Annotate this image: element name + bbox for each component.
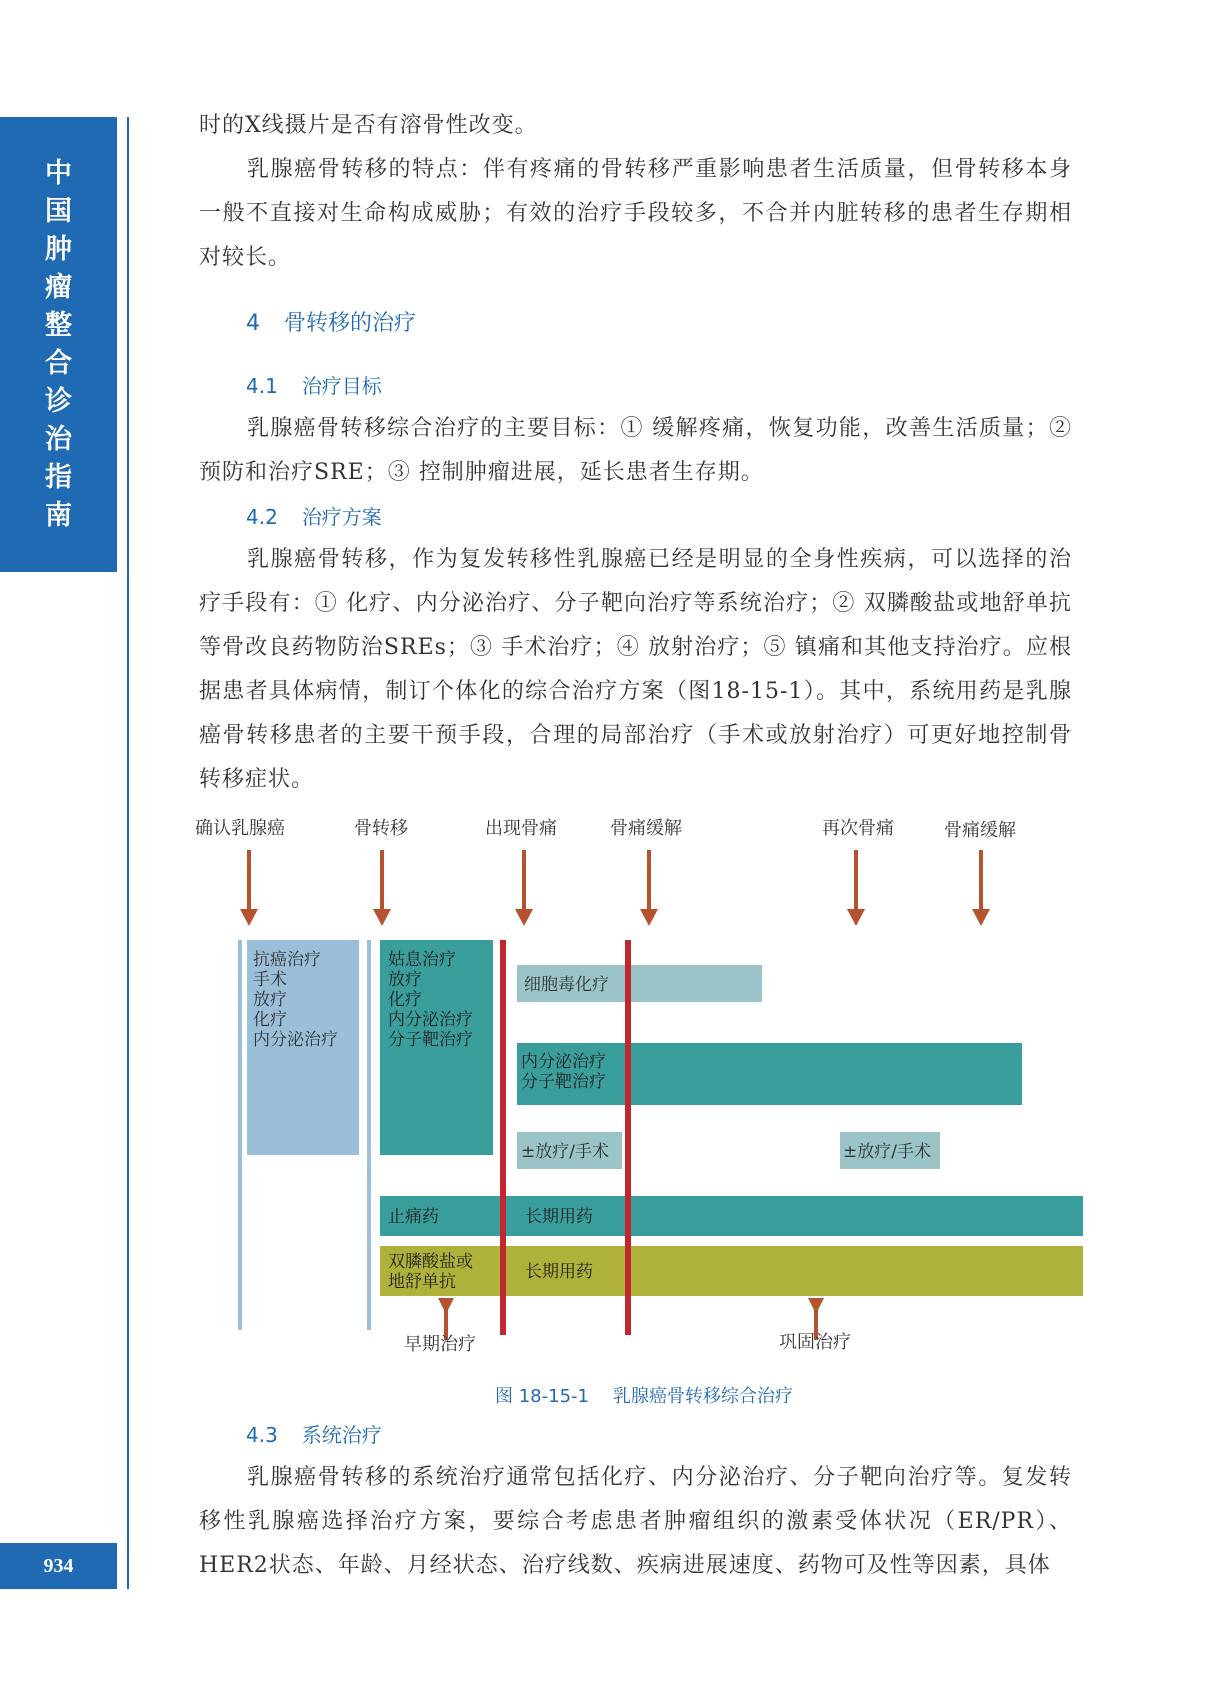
heading-title: 骨转移的治疗: [284, 311, 417, 336]
radiotherapy-label-1: ±放疗/手术: [521, 1142, 609, 1162]
box2-line: 姑息治疗: [388, 950, 456, 970]
down-arrow-icon: [515, 850, 533, 926]
analgesic-bar: [380, 1196, 1083, 1236]
heading-4-3: [246, 1419, 382, 1448]
label-confirm-cancer: 确认乳腺癌: [195, 818, 285, 839]
paragraph-3: 乳腺癌骨转移综合治疗的主要目标：① 缓解疼痛，恢复功能，改善生活质量；② 预防和治疗SRE；③ 控制肿瘤进展，延长患者生存期。: [199, 416, 1072, 485]
label-pain-relief-1: 骨痛缓解: [610, 818, 682, 839]
title-char: 肿: [45, 233, 72, 265]
title-char: 指: [45, 461, 72, 493]
book-title-vertical: [0, 117, 117, 572]
paragraph-5: 乳腺癌骨转移的系统治疗通常包括化疗、内分泌治疗、分子靶向治疗等。复发转移性乳腺癌选择治疗方案，要综合考虑患者肿瘤组织的激素受体状况（ER/PR）、HER2状态、年龄、月经状态、治疗线数、疾病进展速度、药物可及性等因素，具体: [199, 1465, 1072, 1578]
caption-number: 图 18-15-1: [495, 1386, 589, 1407]
heading-4-1: [246, 370, 382, 399]
title-char: 国: [45, 195, 72, 227]
box2-line: 放疗: [388, 970, 422, 990]
box2-line: 内分泌治疗: [388, 1010, 473, 1030]
down-arrow-icon: [640, 850, 658, 926]
radiotherapy-label-2: ±放疗/手术: [843, 1142, 931, 1162]
bisphosphonate-line: 地舒单抗: [388, 1272, 456, 1292]
heading-4: [246, 306, 416, 337]
paragraph-1: 时的X线摄片是否有溶骨性改变。: [199, 113, 538, 138]
title-char: 诊: [45, 385, 72, 417]
heading-number: 4.1: [246, 374, 278, 398]
pain-onset-line: [500, 940, 506, 1335]
paragraph-2: 乳腺癌骨转移的特点：伴有疼痛的骨转移严重影响患者生活质量，但骨转移本身一般不直接对生命构成威胁；有效的治疗手段较多，不合并内脏转移的患者生存期相对较长。: [199, 157, 1072, 270]
title-char: 南: [45, 499, 72, 531]
chemo-label: 细胞毒化疗: [524, 975, 609, 995]
paragraph-4: 乳腺癌骨转移，作为复发转移性乳腺癌已经是明显的全身性疾病，可以选择的治疗手段有：① 化疗、内分泌治疗、分子靶向治疗等系统治疗；② 双膦酸盐或地舒单抗等骨改良药物防治SREs；③ 手术治疗；④ 放射治疗；⑤ 镇痛和其他支持治疗。应根据患者具体病情，制订个体化的综合治疗方案（图18-15-1）。其中，系统用药是乳腺癌骨转移患者的主要干预手段，合理的局部治疗（手术或放射治疗）可更好地控制骨转移症状。: [199, 547, 1072, 792]
title-char: 中: [45, 157, 72, 189]
down-arrow-icon: [240, 850, 258, 926]
box1-line: 内分泌治疗: [253, 1030, 338, 1050]
treatment-flow-figure: [195, 810, 1085, 1355]
timeline-line: [367, 940, 371, 1330]
box2-line: 分子靶治疗: [388, 1030, 473, 1050]
pain-relief-line: [625, 940, 631, 1335]
timeline-line: [238, 940, 242, 1330]
heading-number: 4.3: [246, 1423, 278, 1447]
endocrine-line: 内分泌治疗: [521, 1052, 606, 1072]
heading-number: 4: [246, 311, 260, 336]
analgesic-label: 止痛药: [388, 1207, 439, 1227]
bisphosphonate-line: 双膦酸盐或: [388, 1252, 473, 1272]
figure-caption: [0, 1382, 1218, 1408]
margin-rule: [127, 117, 129, 1589]
box2-line: 化疗: [388, 990, 422, 1010]
down-arrow-icon: [847, 850, 865, 926]
title-char: 治: [45, 423, 72, 455]
title-char: 合: [45, 347, 72, 379]
label-consolidation-treatment: 巩固治疗: [779, 1332, 851, 1353]
long-term-label-2: 长期用药: [525, 1262, 593, 1282]
label-pain-relief-2: 骨痛缓解: [944, 820, 1016, 841]
heading-title: 治疗方案: [301, 505, 382, 529]
title-char: 瘤: [45, 271, 72, 303]
heading-4-2: [246, 501, 382, 530]
page-number: 934: [0, 1543, 117, 1589]
label-recurrent-pain: 再次骨痛: [822, 818, 894, 839]
label-early-treatment: 早期治疗: [404, 1334, 476, 1355]
label-bone-metastasis: 骨转移: [354, 818, 408, 839]
down-arrow-icon: [972, 850, 990, 926]
box1-line: 手术: [253, 970, 287, 990]
endocrine-line: 分子靶治疗: [521, 1072, 606, 1092]
bisphosphonate-bar: [380, 1246, 1083, 1296]
title-char: 整: [45, 309, 72, 341]
heading-title: 治疗目标: [301, 374, 382, 398]
box1-line: 化疗: [253, 1010, 287, 1030]
box1-line: 抗癌治疗: [253, 950, 321, 970]
label-bone-pain: 出现骨痛: [485, 818, 557, 839]
down-arrow-icon: [373, 850, 391, 926]
caption-title: 乳腺癌骨转移综合治疗: [612, 1386, 793, 1407]
heading-title: 系统治疗: [301, 1423, 382, 1447]
heading-number: 4.2: [246, 505, 278, 529]
long-term-label-1: 长期用药: [525, 1207, 593, 1227]
box1-line: 放疗: [253, 990, 287, 1010]
